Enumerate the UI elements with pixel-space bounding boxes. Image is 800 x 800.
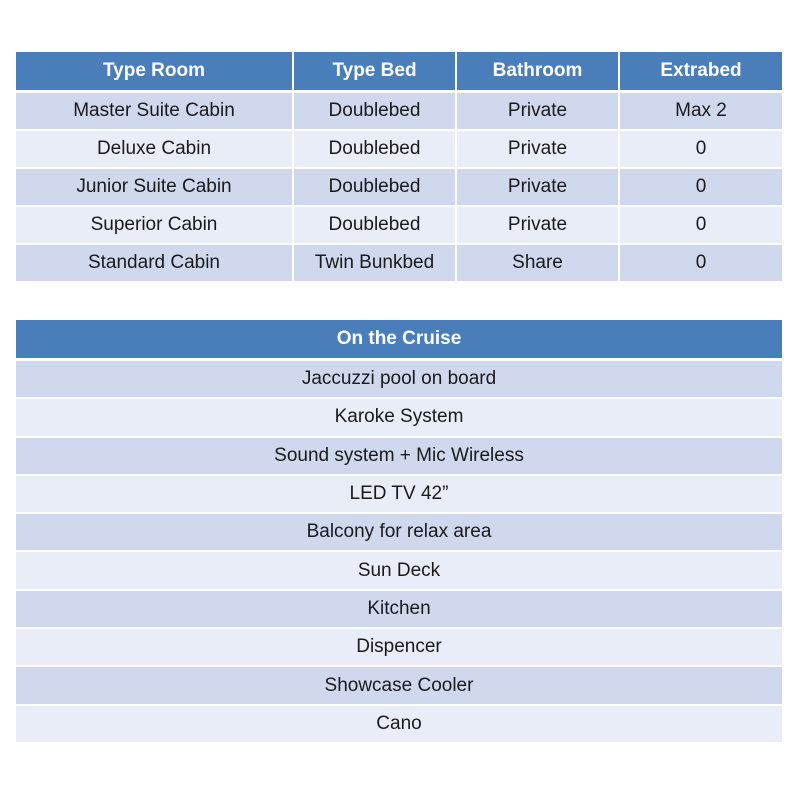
- extrabed-cell: 0: [619, 168, 782, 206]
- amenity-cell: Dispencer: [16, 628, 782, 666]
- room-type-cell: Master Suite Cabin: [16, 92, 293, 131]
- table-row: [16, 513, 782, 551]
- amenity-cell: Showcase Cooler: [16, 666, 782, 704]
- amenity-cell: Kitchen: [16, 590, 782, 628]
- bed-type-cell: Doublebed: [293, 168, 456, 206]
- table-row: [16, 705, 782, 743]
- table-row: [16, 244, 782, 282]
- table-row: [16, 92, 782, 131]
- bathroom-cell: Private: [456, 168, 619, 206]
- extrabed-cell: Max 2: [619, 92, 782, 131]
- table-row: [16, 628, 782, 666]
- header-type-bed: Type Bed: [293, 52, 456, 92]
- bathroom-cell: Share: [456, 244, 619, 282]
- table-row: [16, 398, 782, 436]
- cruise-header-row: [16, 320, 782, 360]
- bed-type-cell: Doublebed: [293, 206, 456, 244]
- amenity-cell: Sun Deck: [16, 551, 782, 589]
- room-type-cell: Deluxe Cabin: [16, 130, 293, 168]
- table-row: [16, 206, 782, 244]
- room-types-table: [16, 52, 782, 283]
- room-type-cell: Superior Cabin: [16, 206, 293, 244]
- header-on-the-cruise: On the Cruise: [16, 320, 782, 360]
- table-row: [16, 551, 782, 589]
- amenity-cell: Balcony for relax area: [16, 513, 782, 551]
- table-row: [16, 130, 782, 168]
- table-row: [16, 168, 782, 206]
- table-row: [16, 475, 782, 513]
- table-row: [16, 666, 782, 704]
- bathroom-cell: Private: [456, 92, 619, 131]
- room-types-header-row: [16, 52, 782, 92]
- bathroom-cell: Private: [456, 130, 619, 168]
- amenity-cell: Jaccuzzi pool on board: [16, 360, 782, 399]
- amenity-cell: Karoke System: [16, 398, 782, 436]
- cruise-amenities-table: [16, 320, 782, 744]
- extrabed-cell: 0: [619, 244, 782, 282]
- extrabed-cell: 0: [619, 130, 782, 168]
- table-row: [16, 590, 782, 628]
- table-row: [16, 360, 782, 399]
- extrabed-cell: 0: [619, 206, 782, 244]
- amenity-cell: Sound system + Mic Wireless: [16, 437, 782, 475]
- amenity-cell: Cano: [16, 705, 782, 743]
- bathroom-cell: Private: [456, 206, 619, 244]
- header-type-room: Type Room: [16, 52, 293, 92]
- room-type-cell: Junior Suite Cabin: [16, 168, 293, 206]
- header-extrabed: Extrabed: [619, 52, 782, 92]
- header-bathroom: Bathroom: [456, 52, 619, 92]
- bed-type-cell: Doublebed: [293, 130, 456, 168]
- bed-type-cell: Twin Bunkbed: [293, 244, 456, 282]
- amenity-cell: LED TV 42”: [16, 475, 782, 513]
- table-row: [16, 437, 782, 475]
- room-type-cell: Standard Cabin: [16, 244, 293, 282]
- bed-type-cell: Doublebed: [293, 92, 456, 131]
